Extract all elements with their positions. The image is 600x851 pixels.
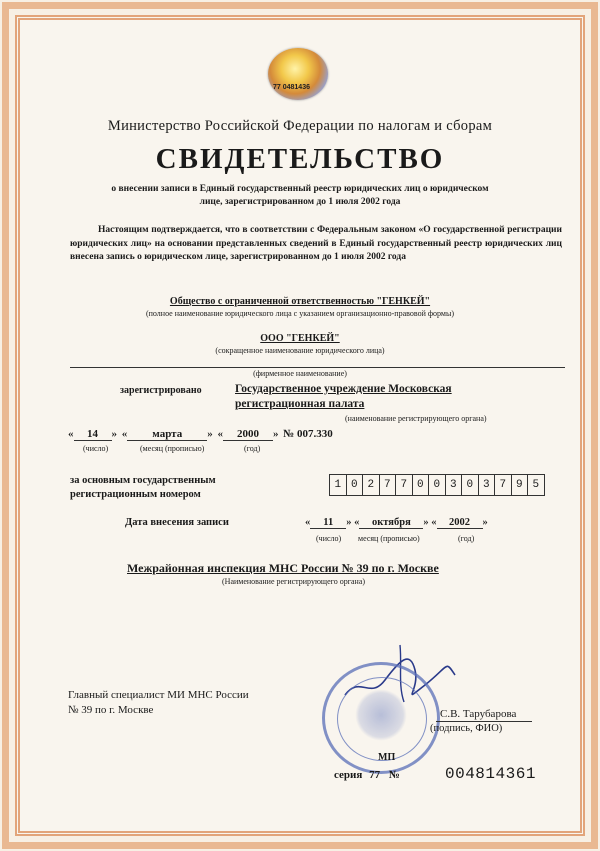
document-title: СВИДЕТЕЛЬСТВО: [155, 143, 445, 175]
registered-label: зарегистрировано: [120, 385, 202, 396]
ogrn-digit: 0: [346, 474, 363, 496]
reg-day: 14: [74, 428, 112, 441]
ogrn-digit: 0: [428, 474, 445, 496]
reg-month-caption: (месяц (прописью): [140, 444, 205, 453]
signatory-name: С.В. Тарубарова: [440, 708, 517, 720]
reg-number: № 007.330: [283, 428, 333, 440]
ogrn-digit: 3: [478, 474, 495, 496]
reg-month: марта: [127, 428, 207, 441]
brand-name-caption: (фирменное наименование): [253, 369, 347, 378]
entry-year-caption: (год): [458, 534, 475, 543]
signatory-position-line-2: № 39 по г. Москве: [68, 704, 154, 716]
ogrn-digit: 9: [511, 474, 528, 496]
ogrn-digit: 7: [395, 474, 412, 496]
short-name-caption: (сокращенное наименование юридического лица): [215, 346, 385, 355]
registered-body-line-1: Государственное учреждение Московская: [235, 383, 452, 395]
ogrn-cells: [329, 474, 545, 496]
entry-month: октября: [359, 517, 423, 529]
entry-day: 11: [310, 517, 346, 529]
subtitle-line-1: о внесении записи в Единый государственный реестр юридических лиц о юридическом: [111, 184, 489, 194]
subtitle-line-2: лице, зарегистрированном до 1 июля 2002 года: [199, 197, 401, 207]
full-name-value: Общество с ограниченной ответственностью "ГЕНКЕЙ": [169, 296, 431, 307]
ogrn-label-line-1: за основным государственным: [70, 475, 216, 486]
ogrn-label: [70, 474, 216, 502]
ogrn-digit: 7: [494, 474, 511, 496]
entry-date-label: Дата внесения записи: [125, 517, 229, 528]
serial-no-sign: №: [388, 769, 400, 781]
ministry-name: Министерство Российской Федерации по налогам и сборам: [107, 118, 493, 134]
entry-month-caption: месяц (прописью): [358, 534, 420, 543]
entry-date-row: « 11 » « октября » « 2002 »: [305, 517, 488, 528]
reg-day-caption: (число): [83, 444, 109, 453]
hologram-seal-icon: [268, 48, 328, 100]
serial-number: 004814361: [445, 765, 536, 783]
authority-caption: (Наименование регистрирующего органа): [222, 577, 366, 586]
signatory-position-line-1: Главный специалист МИ МНС России: [68, 689, 249, 701]
brand-name-line: [70, 367, 565, 368]
serial-series-label: серия: [334, 769, 363, 781]
hologram-number: 77 0481436: [273, 84, 310, 91]
reg-date-row: « 14 » « марта » « 2000 » № 007.330: [68, 428, 333, 440]
reg-year: 2000: [223, 428, 273, 441]
serial-label: [334, 769, 400, 781]
full-name-caption: (полное наименование юридического лица с указанием организационно-правовой формы): [145, 309, 455, 318]
ogrn-digit: 2: [362, 474, 379, 496]
signatory-position: [68, 688, 249, 718]
ogrn-digit: 3: [445, 474, 462, 496]
confirmation-text: Настоящим подтверждается, что в соответствии с Федеральным законом «О государственной регистрации юридических лиц» на основании представленных сведений в Единый государственный реестр юридических лиц внесена запись о юридическом лице, зарегистрированном до 1 июля 2002 года: [70, 225, 562, 262]
entry-year: 2002: [437, 517, 483, 529]
ogrn-digit: 1: [329, 474, 346, 496]
registered-caption: (наименование регистрирующего органа): [345, 414, 487, 423]
ogrn-digit: 7: [379, 474, 396, 496]
ogrn-digit: 5: [527, 474, 545, 496]
signature-line: [436, 721, 532, 722]
ogrn-digit: 0: [412, 474, 429, 496]
mp-label: МП: [378, 752, 396, 763]
ogrn-label-line-2: регистрационным номером: [70, 489, 201, 500]
ogrn-digit: 0: [461, 474, 478, 496]
reg-year-caption: (год): [244, 444, 261, 453]
serial-series: 77: [369, 769, 381, 781]
short-name-value: ООО "ГЕНКЕЙ": [260, 333, 340, 344]
entry-day-caption: (число): [316, 534, 342, 543]
authority-value: Межрайонная инспекция МНС России № 39 по г. Москве: [127, 561, 439, 575]
registered-body: [235, 382, 535, 412]
registered-body-line-2: регистрационная палата: [235, 398, 365, 410]
signature-caption: (подпись, ФИО): [430, 723, 503, 734]
